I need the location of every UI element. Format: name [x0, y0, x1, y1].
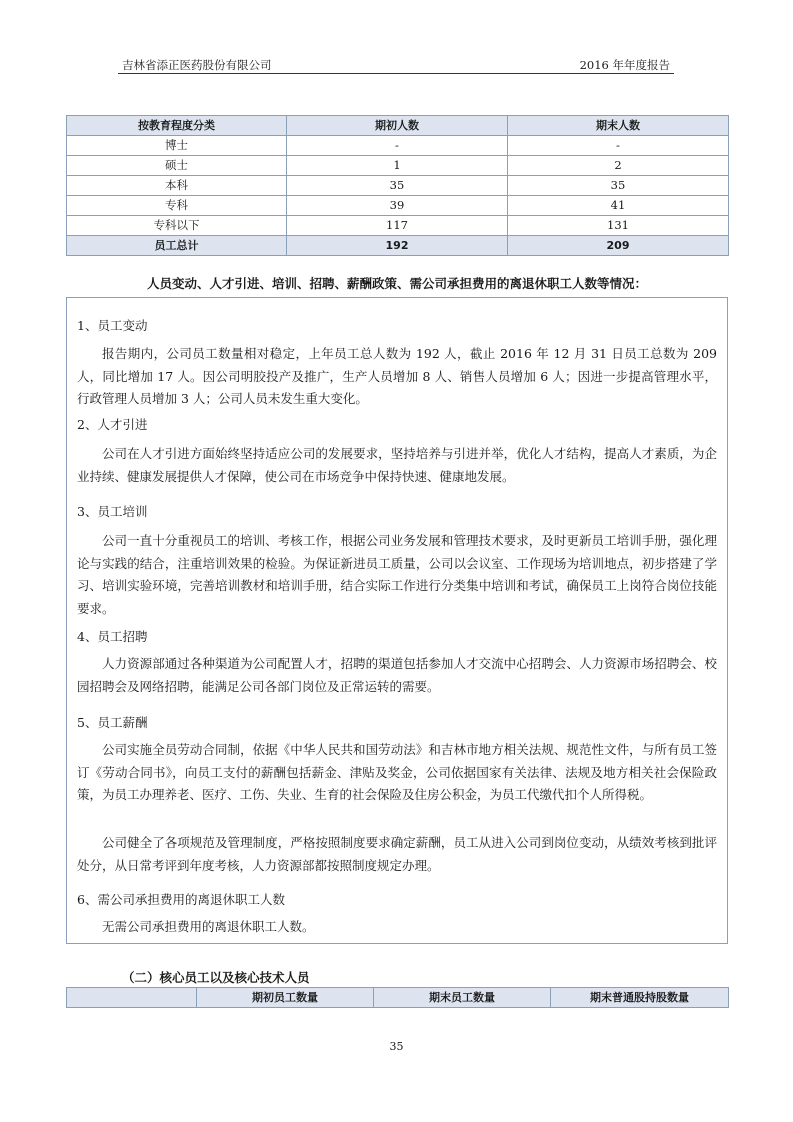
- cell-category: 硕士: [67, 156, 287, 176]
- cell-start: 117: [287, 216, 508, 236]
- para-compensation-2: 公司健全了各项规范及管理制度，严格按照制度要求确定薪酬，员工从进入公司到岗位变动，从绩效考核到批评处分，从日常考评到年度考核，人力资源部都按照制度规定办理。: [77, 835, 717, 873]
- page-header: [118, 55, 674, 74]
- heading-recruitment: 4、员工招聘: [77, 629, 148, 644]
- table-row: [67, 196, 729, 216]
- page-number: 35: [389, 1040, 404, 1053]
- para-talent-introduction: 公司在人才引进方面始终坚持适应公司的发展要求，坚持培养与引进并举，优化人才结构，提高人才素质，为企业持续、健康发展提供人才保障，使公司在市场竞争中保持快速、健康地发展。: [77, 446, 717, 484]
- cell-start: 1: [287, 156, 508, 176]
- cell-category: 专科以下: [67, 216, 287, 236]
- cell-end: 131: [508, 216, 729, 236]
- core-staff-table: [66, 987, 729, 1008]
- para-compensation-1: 公司实施全员劳动合同制，依据《中华人民共和国劳动法》和吉林市地方相关法规、规范性文件，与所有员工签订《劳动合同书》，向员工支付的薪酬包括薪金、津贴及奖金，公司依据国家有关法律、法规及地方相关社会保险政策，为员工办理养老、医疗、工伤、失业、生育的社会保险及住房公积金，为员工代缴代扣个人所得税。: [77, 742, 717, 802]
- heading-employee-change: 1、员工变动: [77, 318, 148, 333]
- section-title: 人员变动、人才引进、培训、招聘、薪酬政策、需公司承担费用的离退休职工人数等情况：: [146, 276, 647, 291]
- total-label: 员工总计: [67, 236, 287, 256]
- col-header-shares: 期末普通股持股数量: [551, 988, 729, 1008]
- para-employee-training: 公司一直十分重视员工的培训、考核工作，根据公司业务发展和管理技术要求，及时更新员工培训手册，强化理论与实践的结合，注重培训效果的检验。为保证新进员工质量，公司以会议室、工作现场为培训地点，初步搭建了学习、培训实验环境，完善培训教材和培训手册，结合实际工作进行分类集中培训和考试，确保员工上岗符合岗位技能要求。: [77, 533, 717, 616]
- cell-category: 博士: [67, 136, 287, 156]
- education-table: [66, 115, 729, 256]
- table-row: [67, 156, 729, 176]
- cell-end: 2: [508, 156, 729, 176]
- cell-end: 35: [508, 176, 729, 196]
- heading-retirees: 6、需公司承担费用的离退休职工人数: [77, 892, 285, 907]
- hr-details-box: [66, 297, 728, 944]
- cell-end: -: [508, 136, 729, 156]
- para-retirees: 无需公司承担费用的离退休职工人数。: [102, 919, 315, 934]
- cell-start: 39: [287, 196, 508, 216]
- table-total-row: [67, 236, 729, 256]
- col-header-end-count: 期末员工数量: [374, 988, 551, 1008]
- cell-start: -: [287, 136, 508, 156]
- col-header-start-count: 期初员工数量: [197, 988, 374, 1008]
- header-report-title: 2016 年年度报告: [579, 58, 670, 72]
- total-end: 209: [508, 236, 729, 256]
- table-row: [67, 216, 729, 236]
- table-row: [67, 136, 729, 156]
- heading-talent-introduction: 2、人才引进: [77, 417, 148, 432]
- core-staff-title: （二）核心员工以及核心技术人员: [122, 970, 310, 985]
- col-header-start: 期初人数: [287, 116, 508, 136]
- header-company: 吉林省添正医药股份有限公司: [122, 58, 272, 72]
- total-start: 192: [287, 236, 508, 256]
- cell-category: 专科: [67, 196, 287, 216]
- heading-employee-training: 3、员工培训: [77, 504, 148, 519]
- cell-end: 41: [508, 196, 729, 216]
- cell-category: 本科: [67, 176, 287, 196]
- col-header-end: 期末人数: [508, 116, 729, 136]
- para-recruitment: 人力资源部通过各种渠道为公司配置人才，招聘的渠道包括参加人才交流中心招聘会、人力资源市场招聘会、校园招聘会及网络招聘，能满足公司各部门岗位及正常运转的需要。: [77, 656, 717, 694]
- col-header-blank: [67, 988, 197, 1008]
- para-employee-change: 报告期内，公司员工数量相对稳定，上年员工总人数为 192 人，截止 2016 年 12 月 31 日员工总数为 209 人，同比增加 17 人。因公司明胶投产及推广，生产人员增加 8 人、销售人员增加 6 人；因进一步提高管理水平，行政管理人员增加 3 人；公司人员未发生重大变化。: [77, 346, 717, 406]
- table-row: [67, 176, 729, 196]
- table-header-row: [67, 116, 729, 136]
- col-header-category: 按教育程度分类: [67, 116, 287, 136]
- cell-start: 35: [287, 176, 508, 196]
- heading-compensation: 5、员工薪酬: [77, 715, 148, 730]
- table-header-row: [67, 988, 729, 1008]
